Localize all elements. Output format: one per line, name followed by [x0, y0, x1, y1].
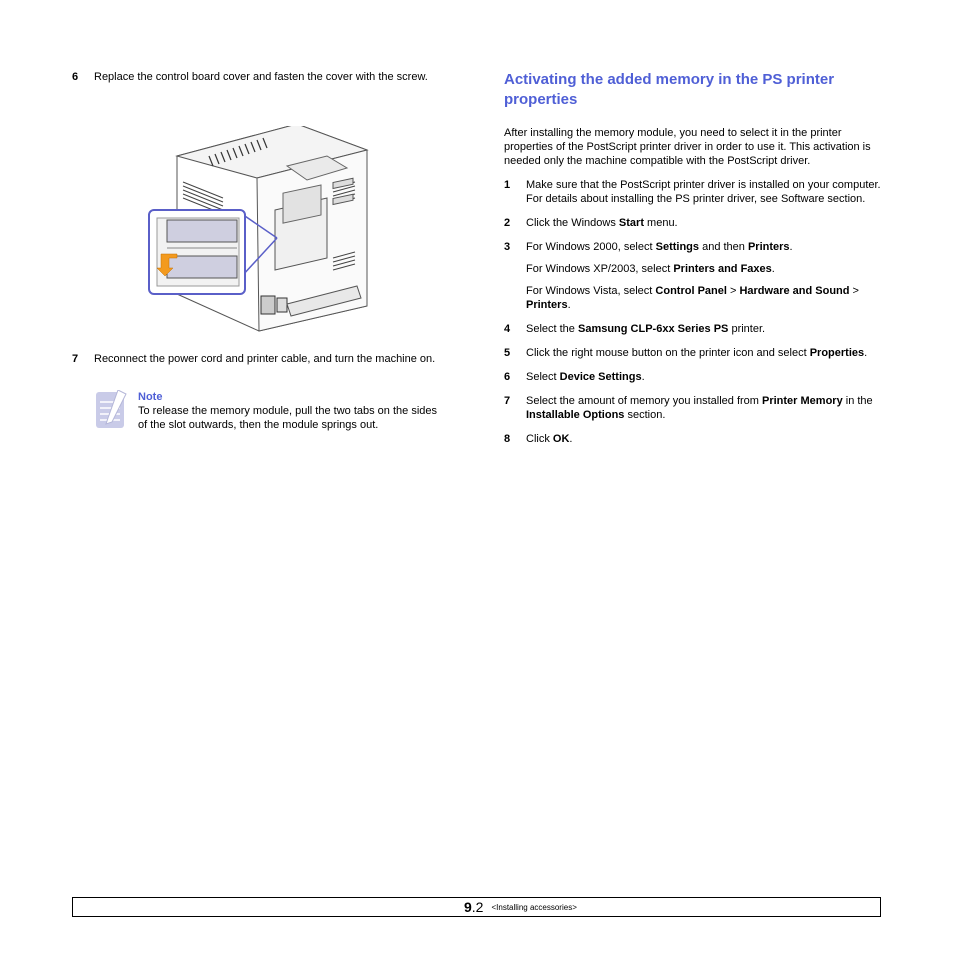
chapter-number: 9 [464, 899, 472, 915]
printers-and-faxes-label: Printers and Faxes [673, 263, 772, 275]
right-step-3-xp [504, 262, 884, 276]
right-step-2 [504, 216, 884, 230]
note-pencil-icon [96, 390, 128, 430]
step-text: For Windows XP/2003, select [526, 263, 674, 275]
step-number: 6 [72, 71, 79, 83]
printers-label: Printers [747, 241, 790, 253]
separator: > [849, 285, 859, 297]
step-number: 6 [504, 371, 511, 383]
step-text: Click the Windows [526, 217, 619, 229]
step-text-end: section. [624, 409, 666, 421]
right-step-8 [504, 432, 884, 446]
section-name: <Installing accessories> [491, 903, 577, 912]
left-column [72, 70, 446, 431]
step-text: Select the [526, 323, 578, 335]
step-number: 1 [504, 179, 511, 191]
right-step-3-vista [504, 284, 884, 312]
settings-label: Settings [655, 241, 700, 253]
note-box [96, 390, 446, 432]
separator: > [726, 285, 740, 297]
step-number: 8 [504, 433, 511, 445]
device-settings-label: Device Settings [559, 371, 642, 383]
intro-paragraph: After installing the memory module, you need to select it in the printer properties of the PostScript printer driver in order to use it. This activation is needed only the machine compatible with the PostScript driver. [504, 127, 871, 167]
hardware-and-sound-label: Hardware and Sound [739, 285, 850, 297]
step-text-end: . [789, 241, 793, 253]
ok-label: OK [552, 433, 570, 445]
step-number: 4 [504, 323, 511, 335]
step-text-end: . [864, 347, 868, 359]
printer-memory-label: Printer Memory [762, 395, 843, 407]
step-text: Click [526, 433, 553, 445]
right-step-5 [504, 346, 884, 360]
right-step-4 [504, 322, 884, 336]
installable-options-label: Installable Options [526, 409, 625, 421]
step-number: 5 [504, 347, 511, 359]
step-number: 7 [504, 395, 511, 407]
step-number: 2 [504, 217, 511, 229]
right-step-7 [504, 394, 884, 422]
page-number: .2 [471, 899, 484, 915]
step-text-end: . [771, 263, 775, 275]
right-step-3 [504, 240, 884, 254]
step-7 [72, 352, 468, 366]
step-text: Select the amount of memory you installed from [526, 395, 762, 407]
step-text-end: . [567, 299, 571, 311]
note-title: Note [138, 391, 163, 403]
step-text-end: . [641, 371, 645, 383]
right-step-6 [504, 370, 884, 384]
step-text: Select [526, 371, 560, 383]
step-text: Replace the control board cover and fasten the cover with the screw. [94, 71, 428, 83]
step-text-end: menu. [643, 217, 678, 229]
note-content [138, 390, 446, 432]
step-text-mid: and then [699, 241, 748, 253]
printer-illustration-icon [147, 126, 447, 376]
page-footer [72, 897, 881, 917]
printer-name-label: Samsung CLP-6xx Series PS [577, 323, 729, 335]
control-panel-label: Control Panel [655, 285, 727, 297]
step-text: For Windows 2000, select [526, 241, 656, 253]
section-heading: Activating the added memory in the PS printer properties [504, 71, 835, 108]
step-text: Click the right mouse button on the printer icon and select [526, 347, 810, 359]
step-text-mid: in the [842, 395, 873, 407]
printer-rear-memory-illustration [147, 126, 447, 376]
step-6 [72, 70, 446, 84]
step-text: For Windows Vista, select [526, 285, 656, 297]
properties-label: Properties [809, 347, 865, 359]
printers-label: Printers [526, 299, 568, 311]
step-number: 7 [72, 353, 79, 365]
note-text: To release the memory module, pull the two tabs on the sides of the slot outwards, then the module springs out. [138, 405, 437, 431]
step-text: Reconnect the power cord and printer cable, and turn the machine on. [94, 353, 436, 365]
right-column [504, 70, 884, 446]
step-text: Make sure that the PostScript printer driver is installed on your computer. For details about installing the PS printer driver, see Software section. [526, 179, 881, 205]
right-step-1 [504, 178, 884, 206]
step-number: 3 [504, 241, 511, 253]
step-text-end: . [569, 433, 573, 445]
step-text-end: printer. [728, 323, 766, 335]
footer-content [464, 899, 577, 915]
menu-start-label: Start [618, 217, 644, 229]
